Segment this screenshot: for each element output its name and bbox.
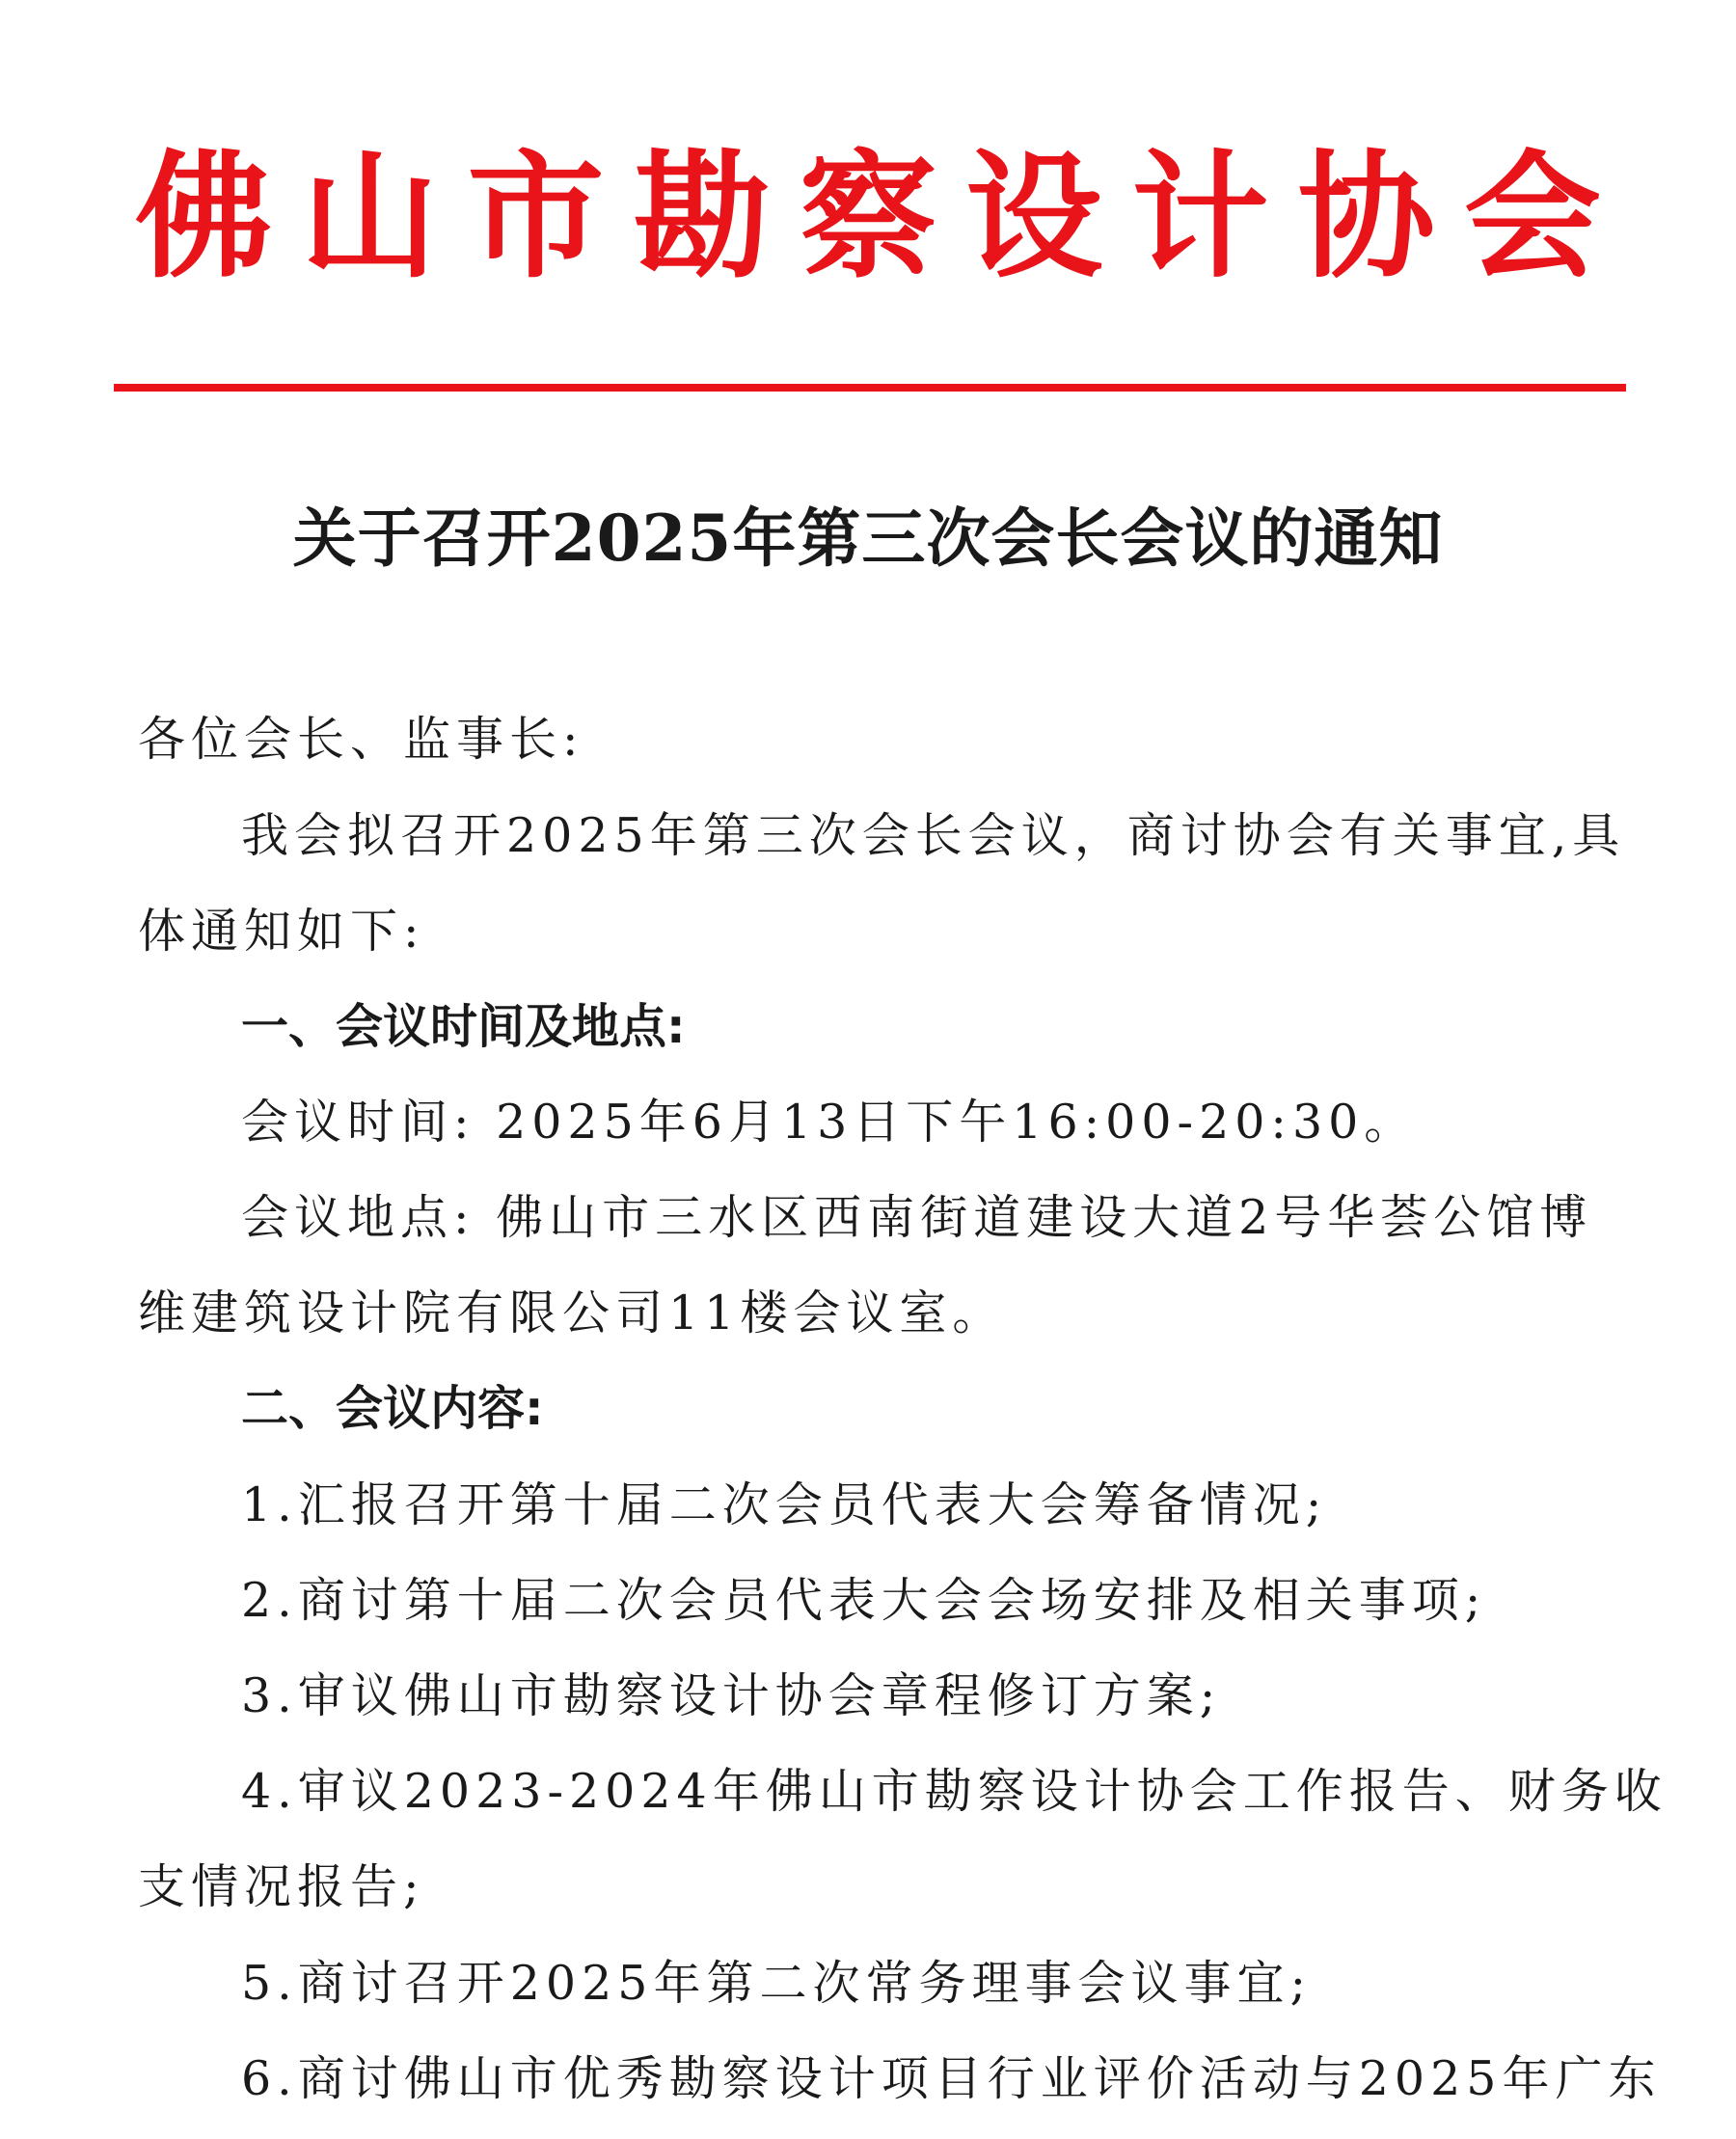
letterhead-char: 佛	[135, 137, 272, 297]
letterhead-char: 计	[1131, 137, 1269, 297]
agenda-item: 4.审议2023-2024年佛山市勘察设计协会工作报告、财务收	[241, 1764, 1668, 1819]
agenda-item: 5.商讨召开2025年第二次常务理事会议事宜;	[241, 1956, 1312, 2011]
agenda-item: 2.商讨第十届二次会员代表大会会场安排及相关事项;	[241, 1573, 1487, 1628]
letterhead-char: 设	[965, 137, 1103, 297]
letterhead-char: 察	[800, 137, 936, 297]
organization-letterhead	[135, 135, 1601, 299]
agenda-item-continuation: 支情况报告;	[138, 1859, 425, 1914]
agenda-item: 6.商讨佛山市优秀勘察设计项目行业评价活动与2025年广东	[241, 2051, 1662, 2106]
meeting-place-line: 维建筑设计院有限公司11楼会议室。	[138, 1286, 1006, 1340]
intro-paragraph-line: 体通知如下:	[138, 904, 425, 959]
agenda-item: 1.汇报召开第十届二次会员代表大会筹备情况;	[241, 1477, 1328, 1532]
meeting-place-line: 会议地点: 佛山市三水区西南街道建设大道2号华荟公馆博	[241, 1190, 1593, 1245]
meeting-time: 会议时间: 2025年6月13日下午16:00-20:30。	[241, 1095, 1418, 1150]
letterhead-char: 市	[467, 137, 605, 297]
salutation: 各位会长、监事长:	[138, 712, 584, 767]
intro-paragraph-line: 我会拟召开2025年第三次会长会议，商讨协会有关事宜,具	[241, 808, 1626, 863]
letterhead-char: 会	[1464, 137, 1601, 297]
section-heading-content: 二、会议内容:	[241, 1381, 544, 1436]
letterhead-char: 山	[301, 137, 439, 297]
notice-title: 关于召开2025年第三次会长会议的通知	[292, 501, 1444, 576]
agenda-item: 3.审议佛山市勘察设计协会章程修订方案;	[241, 1668, 1222, 1723]
letterhead-char: 勘	[633, 137, 771, 297]
letterhead-divider	[114, 384, 1626, 392]
letterhead-char: 协	[1297, 137, 1435, 297]
section-heading-time-place: 一、会议时间及地点:	[241, 999, 686, 1054]
